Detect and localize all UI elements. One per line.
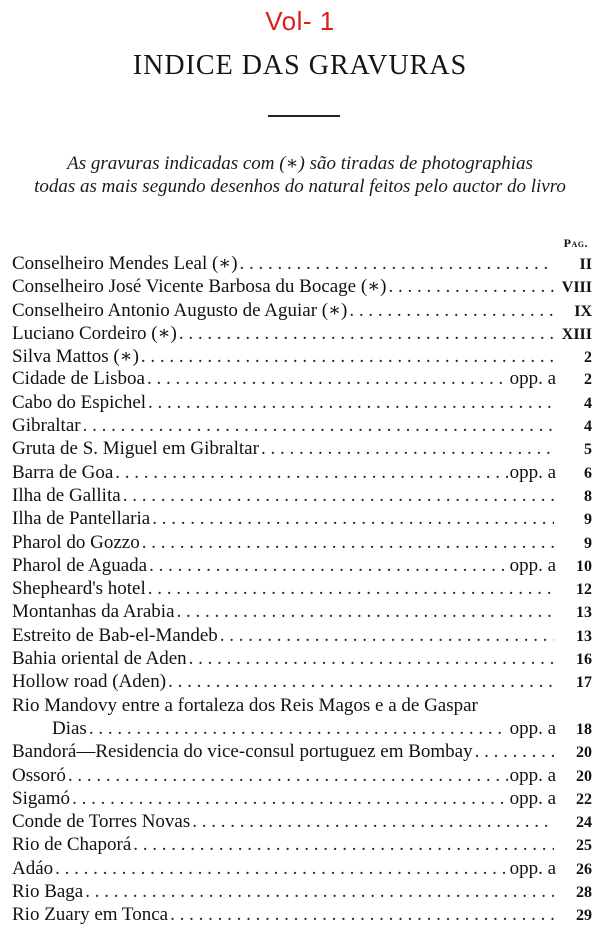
- page-number: 2: [584, 349, 592, 367]
- index-entry: Rio Baga . . . 28: [12, 881, 592, 904]
- index-entry: Rio Mandovy entre a fortaleza dos Reis Magos e a de Gaspar: [12, 694, 478, 716]
- leader-dots: [240, 253, 554, 275]
- engraving-note: [0, 152, 600, 198]
- leader-dots: [168, 671, 554, 693]
- page-number: 17: [576, 674, 592, 692]
- page-number: 20: [576, 744, 592, 762]
- page-number: 25: [576, 837, 592, 855]
- leader-dots: [349, 300, 554, 322]
- index-entry: Cidade de Lisboa . . . opp. a 2: [12, 368, 592, 391]
- page-number: 28: [576, 884, 592, 902]
- index-entry: Hollow road (Aden) . . . 17: [12, 671, 592, 694]
- page-number: 29: [576, 907, 592, 925]
- leader-dots: [475, 741, 554, 763]
- leader-dots: [170, 904, 554, 926]
- page-number: 9: [584, 534, 592, 552]
- page-number: 22: [576, 790, 592, 808]
- page-number: 4: [584, 418, 592, 436]
- leader-dots: [142, 532, 554, 554]
- index-entry: Rio de Chaporá . . . 25: [12, 834, 592, 857]
- leader-dots: [152, 508, 554, 530]
- index-entry: Rio Zuary em Tonca . . . 29: [12, 904, 592, 927]
- index-entry: Adáo . . . opp. a 26: [12, 858, 592, 881]
- index-entry: Conde de Torres Novas . . . 24: [12, 811, 592, 834]
- index-entry: Montanhas da Arabia . . . 13: [12, 601, 592, 624]
- page-column-header: Pag.: [563, 236, 588, 250]
- index-entry: Bahia oriental de Aden . . . 16: [12, 648, 592, 671]
- index-entry: Cabo do Espichel . . . 4: [12, 392, 592, 415]
- index-entry: Ilha de Pantellaria . . . 9: [12, 508, 592, 531]
- page-number: 20: [576, 767, 592, 785]
- leader-dots: [148, 578, 554, 600]
- index-entry: Pharol de Aguada . . . opp. a 10: [12, 555, 592, 578]
- leader-dots: [115, 462, 507, 484]
- index-list: [12, 252, 592, 928]
- leader-dots: [149, 555, 507, 577]
- page-number: II: [579, 256, 592, 273]
- note-line-1: As gravuras indicadas com (∗) são tiradas de photographias: [67, 153, 533, 174]
- page-number: 8: [584, 487, 592, 505]
- index-entry: Bandorá—Residencia do vice-consul portuguez em Bombay . . . 20: [12, 741, 592, 764]
- page-number: 13: [576, 627, 592, 645]
- title-divider: [268, 115, 340, 117]
- page-number: 13: [576, 604, 592, 622]
- leader-dots: [189, 648, 554, 670]
- leader-dots: [220, 625, 554, 647]
- page-number: 9: [584, 511, 592, 529]
- page-number: 18: [576, 720, 592, 738]
- index-entry: Gibraltar . . . 4: [12, 415, 592, 438]
- index-entry: Sigamó . . . opp. a 22: [12, 788, 592, 811]
- leader-dots: [68, 765, 508, 787]
- page-number: 2: [584, 371, 592, 389]
- index-entry: Estreito de Bab-el-Mandeb . . . 13: [12, 625, 592, 648]
- index-entry: Ilha de Gallita . . . 8: [12, 485, 592, 508]
- leader-dots: [72, 788, 508, 810]
- index-entry: Conselheiro Mendes Leal (∗) . . . II: [12, 252, 592, 275]
- page-number: 10: [576, 557, 592, 575]
- note-line-2: todas as mais segundo desenhos do natural feitos pelo auctor do livro: [34, 176, 566, 197]
- index-entry: Ossoró . . . opp. a 20: [12, 765, 592, 788]
- page-number: 24: [576, 814, 592, 832]
- leader-dots: [388, 276, 554, 298]
- page-number: IX: [574, 302, 592, 320]
- leader-dots: [148, 392, 554, 414]
- page-number: 6: [584, 464, 592, 482]
- index-entry: Gruta de S. Miguel em Gibraltar . . . 5: [12, 438, 592, 461]
- index-entry: Luciano Cordeiro (∗) . . . XIII: [12, 322, 592, 345]
- index-entry: Pharol do Gozzo . . . 9: [12, 532, 592, 555]
- leader-dots: [261, 438, 554, 460]
- leader-dots: [89, 718, 508, 740]
- volume-label: Vol- 1: [265, 6, 335, 36]
- index-entry: Shepheard's hotel . . . 12: [12, 578, 592, 601]
- page-number: 16: [576, 651, 592, 669]
- leader-dots: [133, 834, 554, 856]
- page-number: XIII: [561, 325, 592, 343]
- leader-dots: [55, 858, 507, 880]
- leader-dots: [123, 485, 554, 507]
- index-entry-continuation: Dias . . . opp. a 18: [12, 718, 592, 741]
- leader-dots: [85, 881, 554, 903]
- page-number: 26: [576, 860, 592, 878]
- leader-dots: [177, 601, 554, 623]
- index-entry: Conselheiro Antonio Augusto de Aguiar (∗) . . . IX: [12, 299, 592, 322]
- page-number: 12: [576, 581, 592, 599]
- index-entry: Barra de Goa . . . opp. a 6: [12, 462, 592, 485]
- index-entry: Silva Mattos (∗) . . . 2: [12, 345, 592, 368]
- leader-dots: [147, 368, 508, 390]
- leader-dots: [192, 811, 554, 833]
- leader-dots: [83, 415, 554, 437]
- index-entry: Conselheiro José Vicente Barbosa du Bocage (∗) . . . VIII: [12, 275, 592, 298]
- leader-dots: [141, 346, 554, 368]
- leader-dots: [179, 323, 554, 345]
- page-title: INDICE DAS GRAVURAS: [132, 50, 468, 81]
- page-number: VIII: [561, 279, 592, 297]
- page-number: 5: [584, 441, 592, 459]
- page-number: 4: [584, 394, 592, 412]
